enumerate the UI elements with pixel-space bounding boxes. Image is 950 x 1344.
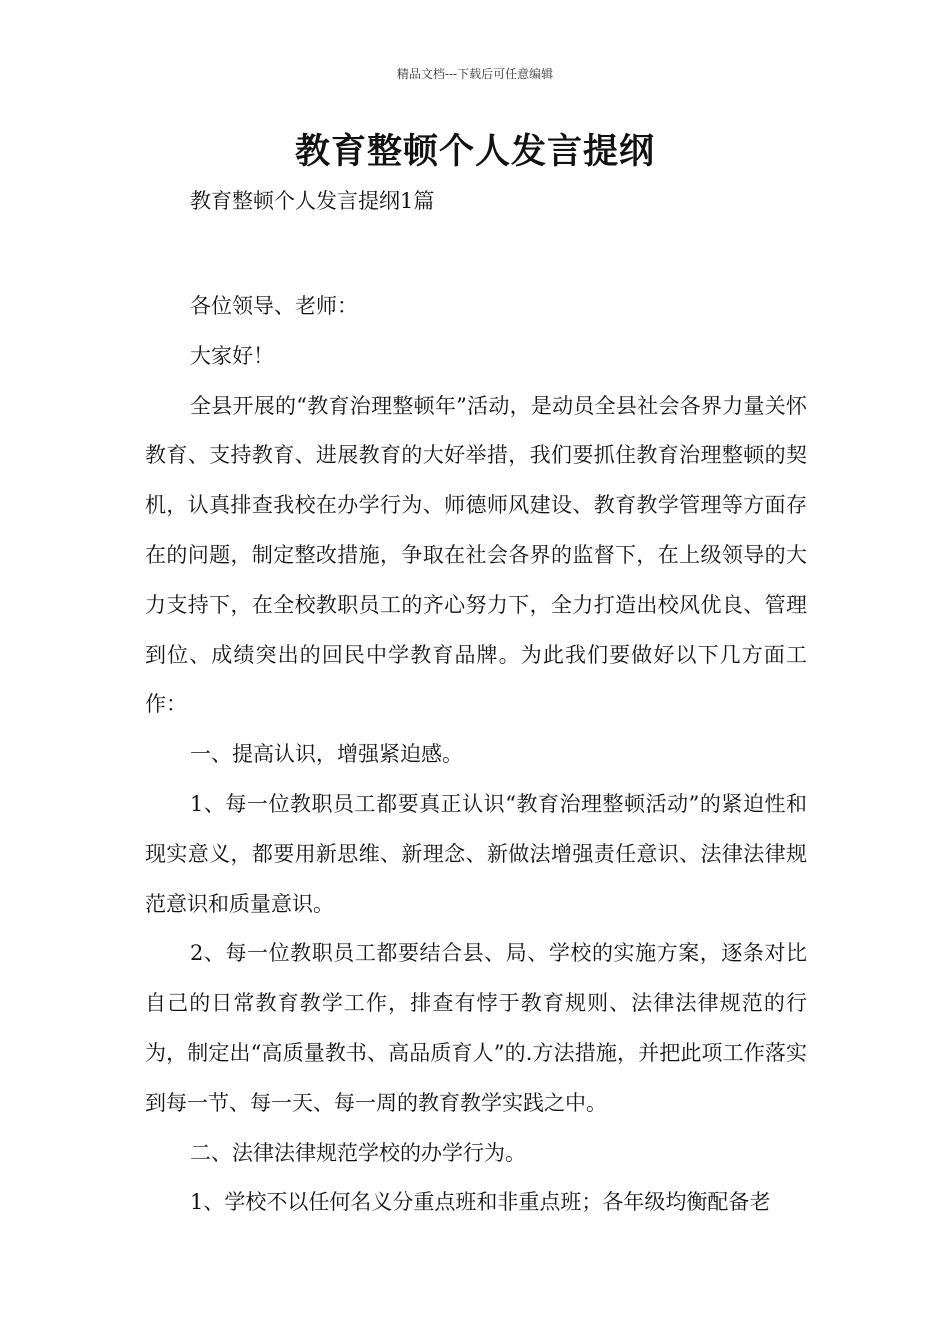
paragraph-salutation: 各位领导、老师： (190, 294, 358, 318)
document-title: 教育整顿个人发言提纲 (294, 131, 655, 172)
paragraph-item-1-1: 1、每一位教职员工都要真正认识“教育治理整顿活动”的紧迫性和现实意义，都要用新思维、新理念、新做法增强责任意识、法律法律规范意识和质量意识。 (145, 791, 807, 916)
header-note: 精品文档---下载后可任意编辑 (396, 67, 554, 81)
paragraph-item-1-2: 2、每一位教职员工都要结合县、局、学校的实施方案，逐条对比自己的日常教育教学工作，排查有悖于教育规则、法律法律规范的行为，制定出“高质量教书、高品质育人”的.方法措施，并把此项工作落实到每一节、每一天、每一周的教育教学实践之中。 (145, 941, 807, 1115)
document-body (145, 282, 807, 1228)
paragraph-greeting: 大家好！ (190, 343, 274, 368)
document-subtitle: 教育整顿个人发言提纲1篇 (190, 189, 435, 213)
section-heading-2: 二、法律法律规范学校的办学行为。 (190, 1140, 526, 1165)
paragraph-item-2-1: 1、学校不以任何名义分重点班和非重点班；各年级均衡配备老 (190, 1190, 771, 1215)
section-heading-1: 一、提高认识，增强紧迫感。 (190, 742, 463, 767)
paragraph-intro: 全县开展的“教育治理整顿年”活动，是动员全县社会各界力量关怀教育、支持教育、进展教育的大好举措，我们要抓住教育治理整顿的契机，认真排查我校在办学行为、师德师风建设、教育教学管理等方面存在的问题，制定整改措施，争取在社会各界的监督下，在上级领导的大力支持下，在全校教职员工的齐心努力下，全力打造出校风优良、管理到位、成绩突出的回民中学教育品牌。为此我们要做好以下几方面工作： (145, 393, 807, 717)
